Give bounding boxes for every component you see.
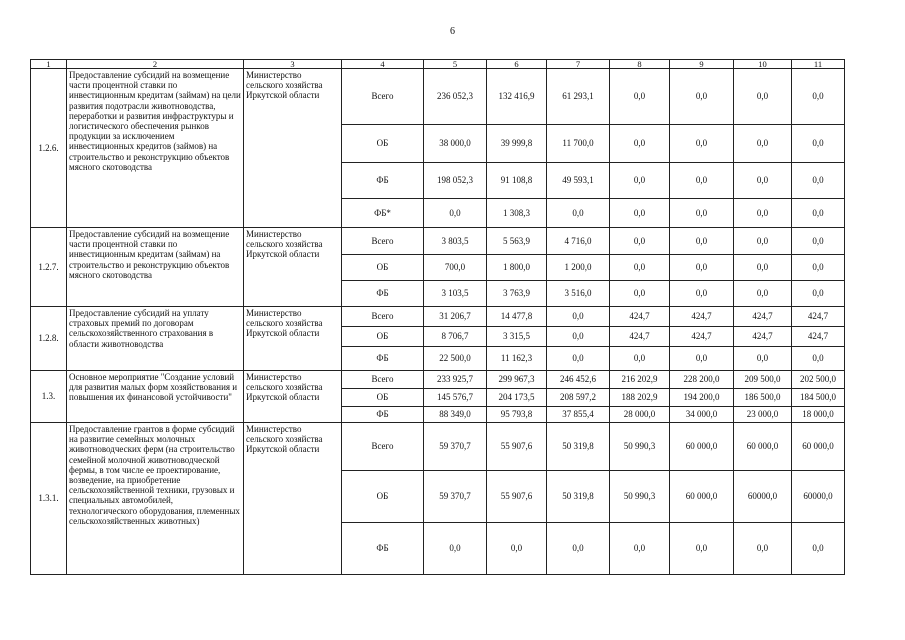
amount-cell: 0,0 <box>792 163 845 199</box>
page-number: 6 <box>450 26 455 37</box>
amount-cell: 188 202,9 <box>610 389 670 407</box>
amount-cell: 0,0 <box>734 281 792 307</box>
funding-source: Всего <box>342 228 424 255</box>
amount-cell: 60000,0 <box>734 471 792 523</box>
amount-cell: 31 206,7 <box>424 307 487 327</box>
measure-description: Предоставление грантов в форме субсидий на развитие семейных молочных животноводческих ферм (на строительство семейной молочной животноводческой фермы, в том числе ее проектирование, возведение, на приобретение сельскохозяйственной техники, грузовых и специальных автомобилей, технологического оборудования, племенных сельскохозяйственных животных) <box>67 423 244 575</box>
amount-cell: 0,0 <box>670 228 734 255</box>
measure-code: 1.2.7. <box>31 228 67 307</box>
amount-cell: 3 315,5 <box>487 327 547 347</box>
column-header: 1 <box>31 60 67 69</box>
amount-cell: 0,0 <box>610 347 670 371</box>
funding-source: ОБ <box>342 125 424 163</box>
amount-cell: 37 855,4 <box>547 407 610 423</box>
amount-cell: 0,0 <box>792 228 845 255</box>
amount-cell: 28 000,0 <box>610 407 670 423</box>
measure-code: 1.2.6. <box>31 69 67 228</box>
column-header: 3 <box>244 60 342 69</box>
amount-cell: 50 319,8 <box>547 471 610 523</box>
amount-cell: 0,0 <box>670 199 734 228</box>
funding-source: ФБ <box>342 407 424 423</box>
amount-cell: 424,7 <box>610 307 670 327</box>
amount-cell: 0,0 <box>547 523 610 575</box>
amount-cell: 11 700,0 <box>547 125 610 163</box>
funding-source: ФБ <box>342 347 424 371</box>
amount-cell: 95 793,8 <box>487 407 547 423</box>
amount-cell: 0,0 <box>610 69 670 125</box>
amount-cell: 0,0 <box>610 125 670 163</box>
funding-source: ФБ <box>342 523 424 575</box>
amount-cell: 23 000,0 <box>734 407 792 423</box>
amount-cell: 60 000,0 <box>734 423 792 471</box>
amount-cell: 3 763,9 <box>487 281 547 307</box>
column-header-row <box>31 60 845 69</box>
amount-cell: 60000,0 <box>792 471 845 523</box>
table-row <box>31 423 845 471</box>
amount-cell: 132 416,9 <box>487 69 547 125</box>
amount-cell: 59 370,7 <box>424 471 487 523</box>
amount-cell: 0,0 <box>547 307 610 327</box>
funding-source: ФБ <box>342 163 424 199</box>
amount-cell: 424,7 <box>734 307 792 327</box>
column-header: 6 <box>487 60 547 69</box>
amount-cell: 3 803,5 <box>424 228 487 255</box>
amount-cell: 18 000,0 <box>792 407 845 423</box>
responsible-ministry: Министерство сельского хозяйства Иркутской области <box>244 423 342 575</box>
amount-cell: 236 052,3 <box>424 69 487 125</box>
amount-cell: 0,0 <box>792 199 845 228</box>
amount-cell: 424,7 <box>792 327 845 347</box>
budget-table <box>30 59 845 575</box>
amount-cell: 700,0 <box>424 255 487 281</box>
amount-cell: 424,7 <box>670 327 734 347</box>
amount-cell: 3 516,0 <box>547 281 610 307</box>
amount-cell: 299 967,3 <box>487 371 547 389</box>
amount-cell: 39 999,8 <box>487 125 547 163</box>
amount-cell: 424,7 <box>792 307 845 327</box>
table-row <box>31 371 845 389</box>
amount-cell: 1 200,0 <box>547 255 610 281</box>
amount-cell: 0,0 <box>734 523 792 575</box>
amount-cell: 0,0 <box>424 199 487 228</box>
amount-cell: 88 349,0 <box>424 407 487 423</box>
funding-source: ФБ* <box>342 199 424 228</box>
amount-cell: 91 108,8 <box>487 163 547 199</box>
responsible-ministry: Министерство сельского хозяйства Иркутской области <box>244 307 342 371</box>
amount-cell: 233 925,7 <box>424 371 487 389</box>
amount-cell: 0,0 <box>792 523 845 575</box>
funding-source: Всего <box>342 69 424 125</box>
amount-cell: 60 000,0 <box>670 423 734 471</box>
amount-cell: 11 162,3 <box>487 347 547 371</box>
amount-cell: 0,0 <box>547 347 610 371</box>
amount-cell: 0,0 <box>734 163 792 199</box>
responsible-ministry: Министерство сельского хозяйства Иркутской области <box>244 69 342 228</box>
amount-cell: 202 500,0 <box>792 371 845 389</box>
amount-cell: 22 500,0 <box>424 347 487 371</box>
amount-cell: 0,0 <box>734 69 792 125</box>
amount-cell: 0,0 <box>670 281 734 307</box>
funding-source: ОБ <box>342 389 424 407</box>
amount-cell: 0,0 <box>610 199 670 228</box>
amount-cell: 209 500,0 <box>734 371 792 389</box>
amount-cell: 0,0 <box>734 199 792 228</box>
amount-cell: 0,0 <box>424 523 487 575</box>
amount-cell: 50 319,8 <box>547 423 610 471</box>
amount-cell: 3 103,5 <box>424 281 487 307</box>
amount-cell: 424,7 <box>734 327 792 347</box>
amount-cell: 0,0 <box>670 125 734 163</box>
amount-cell: 198 052,3 <box>424 163 487 199</box>
measure-code: 1.2.8. <box>31 307 67 371</box>
amount-cell: 0,0 <box>792 69 845 125</box>
amount-cell: 0,0 <box>670 69 734 125</box>
table-row <box>31 228 845 255</box>
amount-cell: 0,0 <box>670 255 734 281</box>
column-header: 2 <box>67 60 244 69</box>
column-header: 10 <box>734 60 792 69</box>
amount-cell: 0,0 <box>734 125 792 163</box>
amount-cell: 0,0 <box>792 347 845 371</box>
funding-source: Всего <box>342 307 424 327</box>
measure-code: 1.3. <box>31 371 67 423</box>
column-header: 8 <box>610 60 670 69</box>
amount-cell: 49 593,1 <box>547 163 610 199</box>
column-header: 11 <box>792 60 845 69</box>
amount-cell: 50 990,3 <box>610 423 670 471</box>
funding-source: Всего <box>342 423 424 471</box>
amount-cell: 0,0 <box>610 281 670 307</box>
amount-cell: 60 000,0 <box>792 423 845 471</box>
column-header: 4 <box>342 60 424 69</box>
amount-cell: 61 293,1 <box>547 69 610 125</box>
responsible-ministry: Министерство сельского хозяйства Иркутской области <box>244 371 342 423</box>
amount-cell: 0,0 <box>792 255 845 281</box>
amount-cell: 0,0 <box>487 523 547 575</box>
amount-cell: 0,0 <box>610 163 670 199</box>
amount-cell: 145 576,7 <box>424 389 487 407</box>
amount-cell: 38 000,0 <box>424 125 487 163</box>
amount-cell: 0,0 <box>792 281 845 307</box>
amount-cell: 55 907,6 <box>487 471 547 523</box>
table-row <box>31 69 845 125</box>
amount-cell: 186 500,0 <box>734 389 792 407</box>
amount-cell: 0,0 <box>547 199 610 228</box>
amount-cell: 0,0 <box>670 163 734 199</box>
amount-cell: 0,0 <box>670 523 734 575</box>
amount-cell: 208 597,2 <box>547 389 610 407</box>
amount-cell: 4 716,0 <box>547 228 610 255</box>
amount-cell: 60 000,0 <box>670 471 734 523</box>
amount-cell: 184 500,0 <box>792 389 845 407</box>
funding-source: ОБ <box>342 327 424 347</box>
amount-cell: 424,7 <box>610 327 670 347</box>
table-row <box>31 307 845 327</box>
amount-cell: 216 202,9 <box>610 371 670 389</box>
amount-cell: 0,0 <box>734 255 792 281</box>
amount-cell: 5 563,9 <box>487 228 547 255</box>
funding-source: Всего <box>342 371 424 389</box>
column-header: 9 <box>670 60 734 69</box>
amount-cell: 424,7 <box>670 307 734 327</box>
amount-cell: 50 990,3 <box>610 471 670 523</box>
measure-description: Основное мероприятие "Создание условий для развития малых форм хозяйствования и повышения их финансовой устойчивости" <box>67 371 244 423</box>
funding-source: ФБ <box>342 281 424 307</box>
amount-cell: 0,0 <box>792 125 845 163</box>
amount-cell: 34 000,0 <box>670 407 734 423</box>
amount-cell: 0,0 <box>734 347 792 371</box>
amount-cell: 55 907,6 <box>487 423 547 471</box>
amount-cell: 194 200,0 <box>670 389 734 407</box>
amount-cell: 59 370,7 <box>424 423 487 471</box>
amount-cell: 0,0 <box>610 255 670 281</box>
amount-cell: 14 477,8 <box>487 307 547 327</box>
amount-cell: 0,0 <box>610 228 670 255</box>
column-header: 7 <box>547 60 610 69</box>
measure-description: Предоставление субсидий на возмещение части процентной ставки по инвестиционным кредитам (займам) на цели развития подотрасли животноводства, переработки и развития инфраструктуры и логистического обеспечения рынков продукции за исключением инвестиционных кредитов (займов) на строительство и реконструкцию объектов мясного скотоводства <box>67 69 244 228</box>
amount-cell: 0,0 <box>610 523 670 575</box>
amount-cell: 8 706,7 <box>424 327 487 347</box>
measure-description: Предоставление субсидий на возмещение части процентной ставки по инвестиционным кредитам (займам) на строительство и реконструкцию объектов мясного скотоводства <box>67 228 244 307</box>
funding-source: ОБ <box>342 471 424 523</box>
measure-description: Предоставление субсидий на уплату страховых премий по договорам сельскохозяйственного страхования в области животноводства <box>67 307 244 371</box>
amount-cell: 1 800,0 <box>487 255 547 281</box>
funding-source: ОБ <box>342 255 424 281</box>
amount-cell: 204 173,5 <box>487 389 547 407</box>
amount-cell: 0,0 <box>547 327 610 347</box>
responsible-ministry: Министерство сельского хозяйства Иркутской области <box>244 228 342 307</box>
column-header: 5 <box>424 60 487 69</box>
amount-cell: 0,0 <box>734 228 792 255</box>
amount-cell: 1 308,3 <box>487 199 547 228</box>
amount-cell: 0,0 <box>670 347 734 371</box>
amount-cell: 228 200,0 <box>670 371 734 389</box>
amount-cell: 246 452,6 <box>547 371 610 389</box>
measure-code: 1.3.1. <box>31 423 67 575</box>
